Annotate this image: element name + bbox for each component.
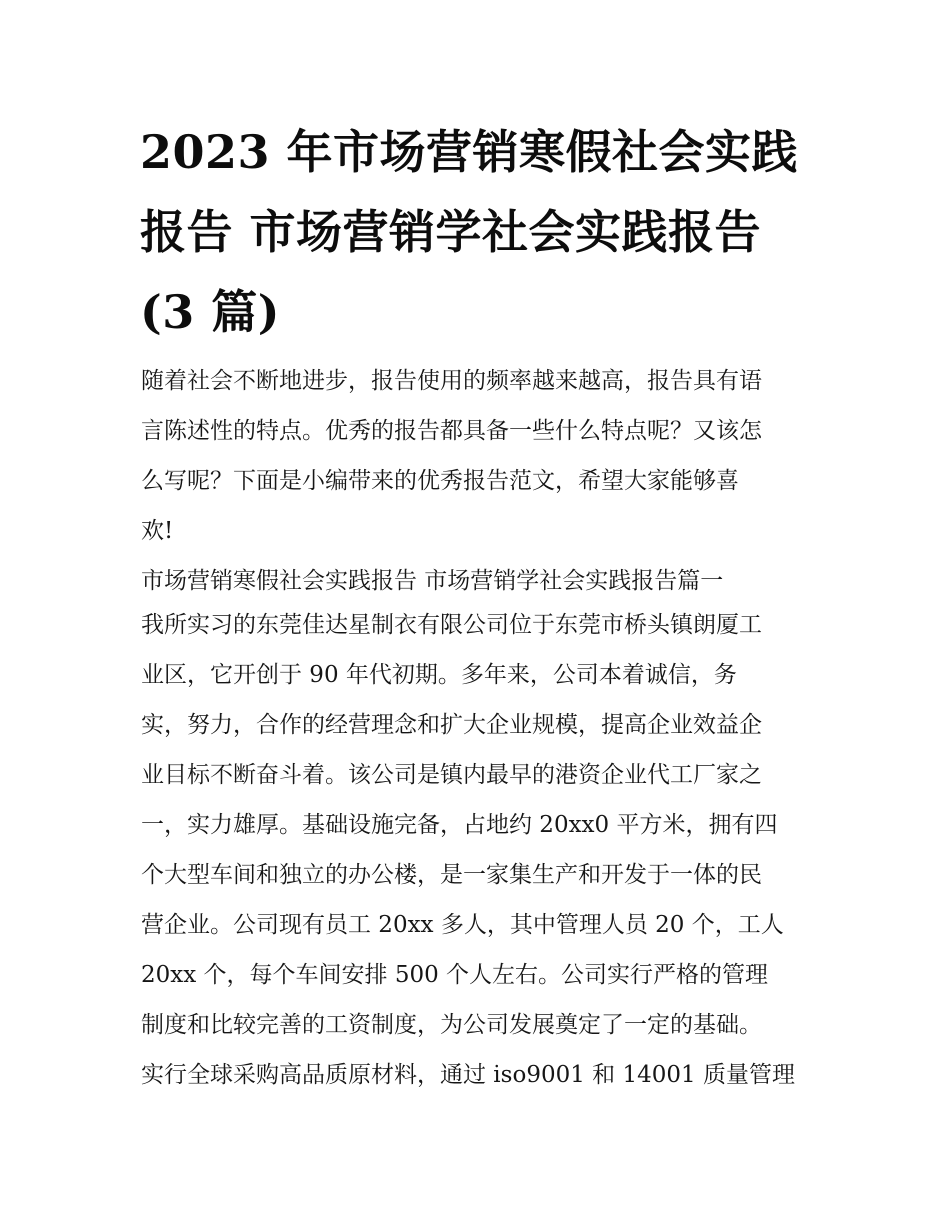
body-line: 么写呢？下面是小编带来的优秀报告范文，希望大家能够喜 [141, 468, 739, 494]
body-line: 欢! [141, 518, 174, 544]
document-title [140, 112, 820, 352]
body-line: 营企业。公司现有员工 20xx 多人，其中管理人员 20 个，工人 [141, 912, 784, 938]
body-line: 个大型车间和独立的办公楼，是一家集生产和开发于一体的民 [141, 862, 762, 888]
document-body [141, 356, 821, 1100]
section-heading: 市场营销寒假社会实践报告 市场营销学社会实践报告篇一 [141, 568, 724, 594]
title-line: 报告 市场营销学社会实践报告 [140, 205, 762, 259]
body-line: 业区，它开创于 90 年代初期。多年来，公司本着诚信，务 [141, 662, 737, 688]
body-line: 随着社会不断地进步，报告使用的频率越来越高，报告具有语 [141, 368, 762, 394]
body-line: 一，实力雄厚。基础设施完备，占地约 20xx0 平方米，拥有四 [141, 812, 778, 838]
body-line: 制度和比较完善的工资制度，为公司发展奠定了一定的基础。 [141, 1012, 762, 1038]
body-line: 实行全球采购高品质原材料，通过 iso9001 和 14001 质量管理 [141, 1062, 795, 1088]
title-line: (3 篇) [140, 285, 281, 339]
body-line: 20xx 个，每个车间安排 500 个人左右。公司实行严格的管理 [141, 962, 769, 988]
title-line: 2023 年市场营销寒假社会实践 [140, 125, 799, 179]
body-line: 实，努力，合作的经营理念和扩大企业规模，提高企业效益企 [141, 712, 762, 738]
body-line: 言陈述性的特点。优秀的报告都具备一些什么特点呢？又该怎 [141, 418, 762, 444]
body-line: 我所实习的东莞佳达星制衣有限公司位于东莞市桥头镇朗厦工 [141, 612, 762, 638]
body-line: 业目标不断奋斗着。该公司是镇内最早的港资企业代工厂家之 [141, 762, 762, 788]
